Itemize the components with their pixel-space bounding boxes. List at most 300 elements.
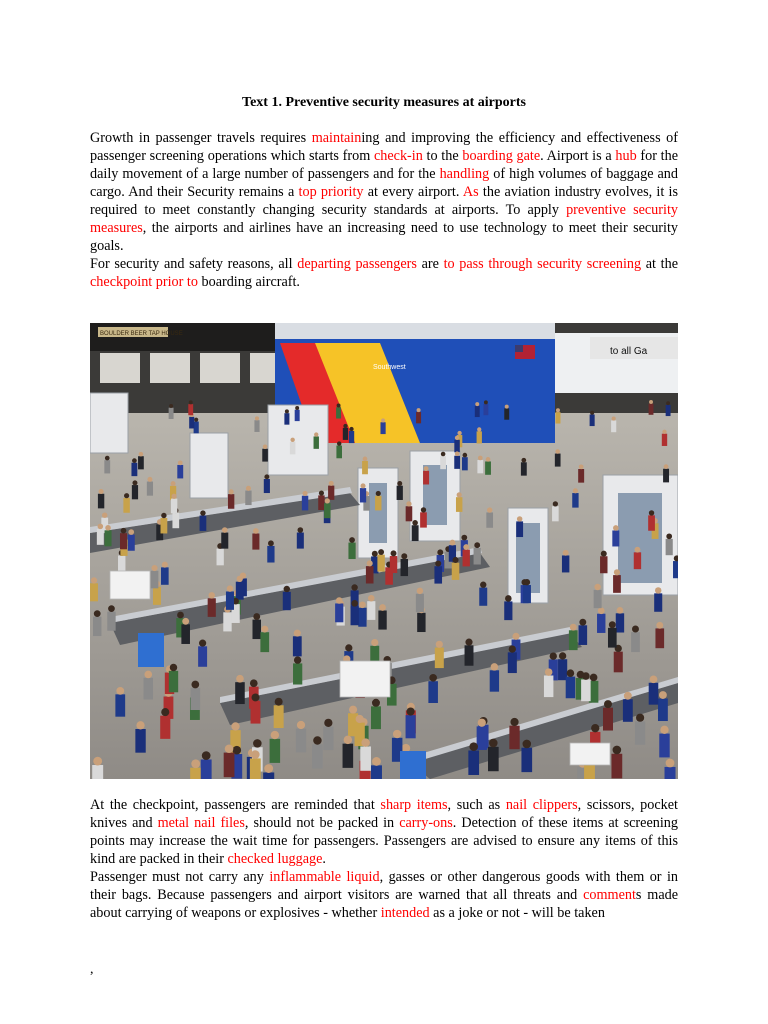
paragraph-3 [90, 796, 678, 868]
person-figure [544, 675, 553, 697]
person-head [649, 510, 654, 515]
person-figure [371, 765, 382, 779]
person-head [556, 408, 560, 412]
person-figure [138, 456, 144, 469]
person-figure [201, 759, 212, 779]
person-head [295, 406, 299, 410]
person-head [417, 588, 423, 594]
person-head [453, 557, 459, 563]
person-figure [572, 493, 578, 508]
person-figure [648, 515, 655, 530]
person-head [567, 669, 575, 677]
text-run: of high volumes of baggage and cargo. And their Security remains a [90, 166, 678, 200]
person-figure [634, 552, 641, 569]
person-figure [428, 681, 438, 703]
person-head [182, 618, 189, 625]
person-figure [397, 486, 403, 500]
person-head [412, 520, 418, 526]
person-head [505, 405, 509, 409]
highlighted-term: inflammable liquid [269, 869, 380, 885]
person-head [650, 676, 658, 684]
person-head [268, 540, 274, 546]
highlighted-term: As [462, 184, 479, 200]
person-figure [390, 556, 397, 573]
person-head [199, 640, 206, 647]
person-head [359, 601, 366, 608]
person-figure [318, 495, 324, 510]
person-figure [349, 431, 354, 443]
person-figure [131, 463, 137, 476]
person-head [655, 587, 661, 593]
person-head [99, 489, 104, 494]
highlighted-term: comment [583, 887, 636, 903]
person-figure [324, 503, 331, 518]
person-figure [475, 406, 480, 417]
person-figure [490, 670, 499, 691]
person-head [421, 507, 426, 512]
person-head [436, 641, 443, 648]
person-figure [151, 571, 159, 589]
person-head [253, 739, 262, 748]
person-head [191, 681, 199, 689]
person-head [105, 525, 111, 531]
person-figure [260, 632, 269, 652]
person-head [429, 674, 437, 682]
highlighted-term: hub [615, 148, 637, 164]
person-figure [452, 563, 460, 580]
highlighted-term: maintain [311, 130, 362, 146]
person-head [172, 494, 177, 499]
person-head [290, 438, 294, 442]
document-title: Text 1. Preventive security measures at airports [242, 95, 526, 110]
person-figure [654, 593, 662, 611]
person-figure [200, 515, 207, 530]
highlighted-term: carry-ons [399, 815, 453, 831]
person-head [162, 562, 168, 568]
person-head [550, 652, 557, 659]
person-figure [367, 601, 375, 620]
person-figure [579, 625, 588, 645]
person-figure [235, 682, 245, 704]
person-head [151, 565, 157, 571]
person-figure [417, 613, 425, 632]
person-head [666, 401, 670, 405]
person-figure [477, 726, 487, 750]
person-figure [555, 412, 560, 423]
person-head [590, 674, 598, 682]
person-head [617, 607, 624, 614]
person-head [505, 595, 512, 602]
person-head [194, 418, 198, 422]
paragraph-1 [90, 129, 678, 255]
highlighted-term: departing passengers [297, 256, 417, 272]
person-figure [107, 612, 115, 631]
person-head [264, 764, 273, 773]
person-head [455, 451, 460, 456]
person-head [579, 464, 584, 469]
person-figure [295, 410, 300, 421]
person-head [624, 692, 632, 700]
person-head [252, 693, 260, 701]
person-head [285, 409, 289, 413]
person-head [294, 656, 301, 663]
person-figure [412, 525, 419, 541]
person-figure [360, 488, 366, 502]
person-figure [578, 469, 584, 483]
person-head [478, 719, 486, 727]
person-head [435, 560, 441, 566]
person-head [246, 486, 251, 491]
person-head [469, 742, 478, 751]
person-figure [336, 407, 341, 418]
person-figure [250, 758, 261, 779]
person-figure [477, 460, 483, 473]
person-head [391, 550, 397, 556]
person-figure [93, 617, 101, 636]
text-run: , gasses or other dangerous goods with them or in their bags. Because passengers and airport visitors are warned that all threats and [90, 869, 678, 903]
person-head [660, 726, 668, 734]
person-figure [658, 699, 668, 721]
person-figure [189, 417, 194, 429]
person-head [200, 510, 205, 515]
person-figure [147, 482, 153, 496]
person-figure [171, 499, 177, 514]
person-figure [224, 753, 235, 778]
person-figure [92, 765, 103, 779]
person-figure [468, 750, 479, 774]
text-run: at every airport. [363, 184, 463, 200]
person-head [329, 481, 334, 486]
person-head [579, 619, 586, 626]
highlighted-term: intended [380, 905, 430, 921]
person-figure [655, 628, 664, 648]
person-figure [323, 727, 333, 751]
person-figure [97, 529, 104, 545]
person-figure [270, 739, 281, 763]
person-head [397, 481, 402, 486]
person-figure [198, 646, 207, 666]
person-figure [474, 548, 481, 565]
person-head [477, 427, 481, 431]
person-head [144, 671, 152, 679]
person-figure [169, 408, 174, 419]
person-figure [312, 744, 323, 768]
person-figure [358, 608, 366, 627]
person-figure [90, 583, 98, 601]
person-head [349, 706, 357, 714]
person-figure [284, 413, 289, 424]
person-head [381, 418, 385, 422]
person-head [178, 460, 183, 465]
person-head [161, 708, 169, 716]
person-head [545, 668, 553, 676]
person-figure [435, 648, 444, 669]
person-figure [208, 598, 216, 617]
text-run: . Airport is a [540, 148, 616, 164]
person-head [356, 715, 364, 723]
person-figure [120, 533, 127, 549]
person-head [367, 560, 373, 566]
person-head [132, 480, 137, 485]
person-figure [581, 679, 591, 701]
person-head [255, 416, 259, 420]
person-figure [483, 404, 488, 415]
person-head [590, 411, 594, 415]
person-figure [217, 549, 224, 566]
person-head [371, 639, 378, 646]
person-head [121, 528, 127, 534]
person-figure [401, 559, 408, 576]
person-figure [504, 601, 512, 620]
highlighted-term: check-in [373, 148, 423, 164]
person-figure [569, 630, 578, 650]
person-head [666, 533, 672, 539]
person-head [512, 633, 519, 640]
person-head [368, 595, 375, 602]
person-head [521, 458, 526, 463]
paragraph-4 [90, 868, 678, 922]
person-head [393, 730, 401, 738]
person-head [108, 605, 115, 612]
person-head [559, 652, 566, 659]
person-head [363, 457, 368, 462]
person-figure [523, 585, 531, 603]
person-head [222, 527, 228, 533]
person-head [450, 540, 456, 546]
person-head [457, 431, 461, 435]
text-run: , should not be packed in [244, 815, 400, 831]
person-head [91, 577, 97, 583]
person-head [463, 453, 468, 458]
person-figure [631, 632, 640, 652]
person-figure [144, 678, 153, 700]
person-head [582, 672, 590, 680]
person-figure [590, 415, 595, 427]
person-figure [552, 506, 559, 521]
person-figure [488, 747, 499, 771]
person-figure [566, 677, 575, 699]
person-figure [456, 497, 462, 512]
person-figure [454, 456, 460, 469]
person-head [524, 579, 530, 585]
person-figure [283, 592, 291, 610]
person-figure [608, 628, 617, 648]
person-figure [188, 404, 193, 415]
text-run: the aviation industry evolves, it is required to meet constantly changing security standards at airports. To apply [90, 184, 679, 218]
person-figure [616, 613, 624, 632]
person-head [271, 731, 279, 739]
person-head [662, 430, 666, 434]
person-figure [477, 431, 482, 443]
person-head [478, 456, 483, 461]
person-figure [509, 726, 519, 750]
person-figure [666, 539, 673, 555]
person-figure [226, 591, 234, 609]
person-figure [416, 412, 421, 423]
person-figure [454, 440, 459, 453]
person-head [191, 759, 200, 768]
person-head [594, 584, 600, 590]
person-figure [245, 491, 251, 505]
person-figure [635, 721, 645, 744]
person-head [105, 456, 110, 461]
checkpoint-block [90, 796, 678, 922]
person-head [189, 400, 193, 404]
person-head [337, 404, 341, 408]
highlighted-term: sharp items [380, 797, 448, 813]
person-figure [665, 767, 676, 779]
person-figure [600, 556, 607, 573]
person-figure [416, 594, 424, 612]
person-figure [594, 590, 602, 608]
person-head [325, 498, 330, 503]
person-head [136, 721, 144, 729]
person-figure [375, 496, 381, 511]
person-head [636, 714, 644, 722]
person-head [361, 483, 366, 488]
person-figure [380, 422, 385, 434]
person-head [656, 622, 663, 629]
person-head [553, 501, 558, 506]
person-head [302, 491, 307, 496]
person-head [523, 740, 532, 749]
person-head [161, 513, 166, 518]
person-head [604, 700, 612, 708]
person-figure [190, 688, 200, 710]
highlighted-term: to pass through security screening [443, 256, 642, 272]
person-head [361, 738, 370, 747]
person-figure [160, 716, 170, 739]
person-head [169, 404, 173, 408]
person-head [570, 624, 577, 631]
person-figure [623, 699, 633, 722]
person-head [132, 458, 137, 463]
person-head [461, 535, 467, 541]
person-head [455, 436, 459, 440]
person-head [102, 512, 107, 517]
highlighted-term: preventive security measures [90, 202, 678, 236]
highlighted-term: checkpoint prior to [90, 274, 198, 290]
person-head [349, 427, 353, 431]
person-figure [267, 546, 274, 563]
person-head [298, 527, 304, 533]
person-head [465, 639, 472, 646]
person-figure [228, 494, 234, 509]
person-head [573, 488, 578, 493]
person-figure [118, 556, 125, 573]
person-figure [366, 566, 374, 583]
person-head [171, 481, 176, 486]
person-head [484, 400, 488, 404]
person-head [263, 444, 267, 448]
person-figure [360, 746, 371, 770]
person-figure [486, 512, 493, 527]
person-figure [662, 434, 667, 446]
person-head [376, 491, 381, 496]
person-head [314, 432, 318, 436]
person-figure [328, 486, 334, 500]
person-head [372, 699, 380, 707]
gate-sign: to all Ga [610, 346, 648, 357]
person-figure [343, 744, 354, 768]
intro-block [90, 129, 678, 291]
person-head [666, 759, 675, 768]
person-head [437, 549, 443, 555]
person-head [613, 746, 622, 755]
person-figure [508, 652, 517, 673]
person-head [491, 663, 498, 670]
person-figure [221, 533, 228, 549]
highlighted-term: top priority [298, 184, 364, 200]
person-figure [562, 555, 569, 572]
person-figure [177, 465, 183, 478]
person-figure [521, 462, 527, 475]
person-head [349, 537, 355, 543]
person-head [634, 547, 640, 553]
person-head [264, 474, 269, 479]
person-head [487, 507, 492, 512]
person-head [379, 604, 386, 611]
person-figure [123, 498, 129, 513]
person-figure [115, 694, 125, 716]
person-head [609, 621, 616, 628]
text-run: . [322, 851, 326, 867]
person-head [424, 466, 429, 471]
person-figure [104, 460, 110, 473]
person-head [225, 744, 234, 753]
person-head [441, 452, 446, 457]
person-head [614, 569, 620, 575]
person-head [227, 585, 233, 591]
highlighted-term: handling [439, 166, 490, 182]
person-figure [611, 420, 616, 432]
person-head [612, 417, 616, 421]
person-head [94, 610, 101, 617]
person-figure [254, 420, 259, 432]
person-figure [262, 449, 268, 462]
person-figure [335, 603, 343, 622]
person-figure [293, 636, 302, 656]
person-figure [463, 550, 470, 567]
person-figure [603, 708, 613, 731]
person-figure [128, 535, 135, 551]
paragraph-2 [90, 255, 678, 291]
person-figure [406, 506, 413, 521]
person-figure [194, 422, 199, 434]
person-figure [290, 442, 296, 455]
person-head [116, 687, 124, 695]
person-head [284, 586, 290, 592]
person-figure [223, 612, 231, 631]
person-head [378, 549, 384, 555]
person-figure [293, 663, 302, 684]
person-figure [263, 772, 274, 779]
person-head [229, 489, 234, 494]
person-head [236, 675, 244, 683]
text-run: s made about carrying of weapons or explosives - whether [90, 887, 679, 921]
person-head [313, 736, 321, 744]
person-figure [521, 748, 532, 772]
southwest-sign: Southwest [373, 364, 406, 371]
person-figure [264, 479, 270, 493]
shop-sign: BOULDER BEER TAP HOUSE [100, 331, 183, 337]
person-figure [663, 469, 669, 483]
person-figure [673, 561, 678, 578]
person-head [261, 626, 268, 633]
text-run: as a joke or not - will be taken [429, 905, 605, 921]
highlighted-term: boarding gate [462, 148, 541, 164]
person-head [601, 551, 607, 557]
